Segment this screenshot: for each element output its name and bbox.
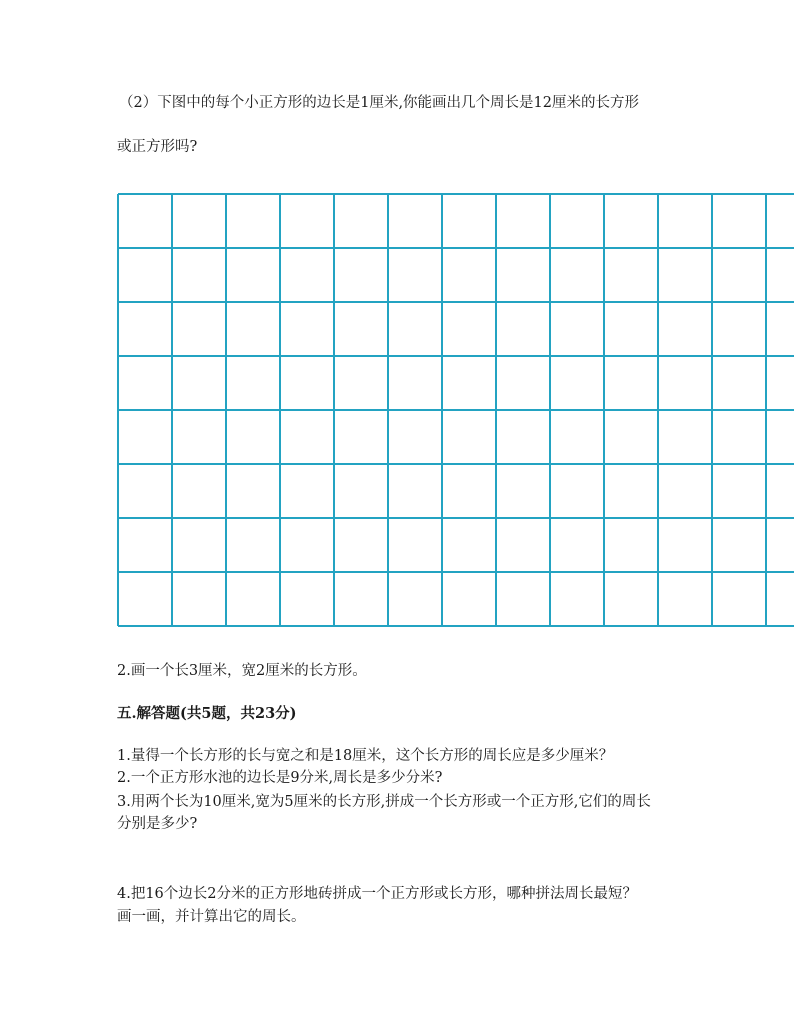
task-2-draw-rectangle: 2.画一个长3厘米，宽2厘米的长方形。	[117, 663, 367, 679]
question-5-3-line-1: 3.用两个长为10厘米,宽为5厘米的长方形,拼成一个长方形或一个正方形,它们的周长	[117, 794, 651, 810]
question-5-4-line-2: 画一画，并计算出它的周长。	[117, 909, 306, 925]
section-5-heading: 五.解答题(共5题，共23分)	[117, 705, 297, 722]
question-2-line-1: （2）下图中的每个小正方形的边长是1厘米,你能画出几个周长是12厘米的长方形	[119, 95, 640, 111]
question-5-3-line-2: 分别是多少?	[117, 816, 198, 832]
question-5-1: 1.量得一个长方形的长与宽之和是18厘米，这个长方形的周长应是多少厘米？	[117, 748, 614, 764]
question-5-2: 2.一个正方形水池的边长是9分米,周长是多少分米?	[117, 770, 443, 786]
question-2-line-2: 或正方形吗?	[117, 139, 198, 155]
question-5-4-line-1: 4.把16个边长2分米的正方形地砖拼成一个正方形或长方形，哪种拼法周长最短？	[117, 886, 638, 902]
